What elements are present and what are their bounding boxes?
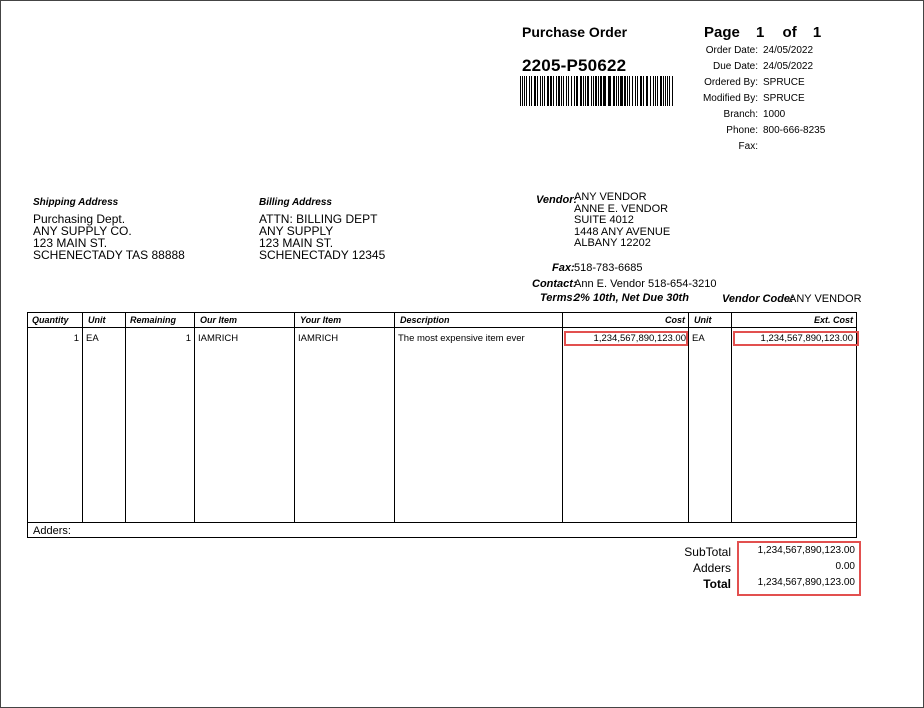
vendor-label: Vendor: <box>536 194 578 206</box>
col-header-description: Description <box>400 315 450 325</box>
subtotal-label: SubTotal <box>684 545 731 559</box>
vendor-line: SUITE 4012 <box>574 214 634 227</box>
order-meta <box>690 43 825 155</box>
col-header-cost: Cost <box>665 315 685 325</box>
cell-cost: 1,234,567,890,123.00 <box>593 333 686 344</box>
column-divider <box>194 313 195 523</box>
of-label: of <box>782 24 797 41</box>
column-divider <box>562 313 563 523</box>
cell-quantity: 1 <box>73 333 79 344</box>
col-header-our-item: Our Item <box>200 315 238 325</box>
billing-address-heading: Billing Address <box>259 197 332 208</box>
billing-line: SCHENECTADY 12345 <box>259 248 386 262</box>
total-label: Total <box>703 577 731 591</box>
col-header-quantity: Quantity <box>32 315 69 325</box>
cell-your-item: IAMRICH <box>298 333 339 344</box>
vendor-line: 1448 ANY AVENUE <box>574 225 671 238</box>
cell-unit: EA <box>86 333 99 344</box>
barcode <box>520 76 674 106</box>
vendor-contact-label: Contact: <box>532 278 577 290</box>
col-header-ext-cost: Ext. Cost <box>813 315 853 325</box>
billing-line: 123 MAIN ST. <box>259 236 334 250</box>
adders-total-value: 0.00 <box>835 561 855 572</box>
col-header-remaining: Remaining <box>130 315 177 325</box>
vendor-address <box>574 192 670 250</box>
po-number: 2205-P50622 <box>522 56 627 75</box>
column-divider <box>294 313 295 523</box>
cell-ext-cost: 1,234,567,890,123.00 <box>760 333 853 344</box>
page-total: 1 <box>812 24 822 41</box>
shipping-address-heading: Shipping Address <box>33 197 119 208</box>
meta-order-date: Order Date: 24/05/2022 <box>705 45 814 56</box>
cell-our-item: IAMRICH <box>198 333 239 344</box>
column-divider <box>731 313 732 523</box>
shipping-line: SCHENECTADY TAS 88888 <box>33 248 185 262</box>
vendor-code-label: Vendor Code: <box>722 293 794 305</box>
ext-cost-highlight <box>733 331 859 346</box>
page-number: 1 <box>756 24 765 41</box>
adders-total-label: Adders <box>692 561 731 575</box>
page-label: Page <box>704 24 740 41</box>
cell-remaining: 1 <box>185 333 191 344</box>
column-divider <box>125 313 126 523</box>
shipping-line: 123 MAIN ST. <box>33 236 108 250</box>
column-divider <box>82 313 83 523</box>
adders-label: Adders: <box>33 525 71 537</box>
document-title: Purchase Order <box>522 24 628 40</box>
vendor-line: ANY VENDOR <box>574 191 647 203</box>
meta-branch: Branch: 1000 <box>723 109 786 120</box>
subtotal-value: 1,234,567,890,123.00 <box>757 545 855 556</box>
shipping-address <box>33 213 185 261</box>
total-value: 1,234,567,890,123.00 <box>757 577 855 588</box>
vendor-fax: 518-783-6685 <box>574 262 643 274</box>
shipping-line: ANY SUPPLY CO. <box>33 224 132 238</box>
cell-description: The most expensive item ever <box>398 333 525 344</box>
cell-cost-unit: EA <box>692 333 705 344</box>
page-indicator <box>704 24 821 41</box>
terms-label: Terms: <box>540 292 577 304</box>
billing-address <box>259 213 385 261</box>
meta-fax: Fax: <box>738 141 758 152</box>
meta-modified-by: Modified By: SPRUCE <box>702 93 805 104</box>
terms-value: 2% 10th, Net Due 30th <box>574 292 689 304</box>
meta-ordered-by: Ordered By: SPRUCE <box>704 77 805 88</box>
vendor-code: ANY VENDOR <box>789 293 862 305</box>
meta-phone: Phone: 800-666-8235 <box>726 125 826 136</box>
column-divider <box>394 313 395 523</box>
cost-highlight <box>564 331 688 346</box>
vendor-line: ALBANY 12202 <box>574 237 651 250</box>
billing-line: ANY SUPPLY <box>259 224 334 238</box>
billing-line: ATTN: BILLING DEPT <box>259 212 378 226</box>
col-header-cost-unit: Unit <box>694 315 712 325</box>
col-header-your-item: Your Item <box>300 315 342 325</box>
col-header-unit: Unit <box>88 315 106 325</box>
vendor-contact: Ann E. Vendor 518-654-3210 <box>574 278 717 290</box>
shipping-line: Purchasing Dept. <box>33 212 126 226</box>
totals-highlight <box>737 541 861 596</box>
vendor-fax-label: Fax: <box>552 262 575 274</box>
vendor-line: ANNE E. VENDOR <box>574 202 669 215</box>
column-divider <box>688 313 689 523</box>
meta-due-date: Due Date: 24/05/2022 <box>712 61 814 72</box>
